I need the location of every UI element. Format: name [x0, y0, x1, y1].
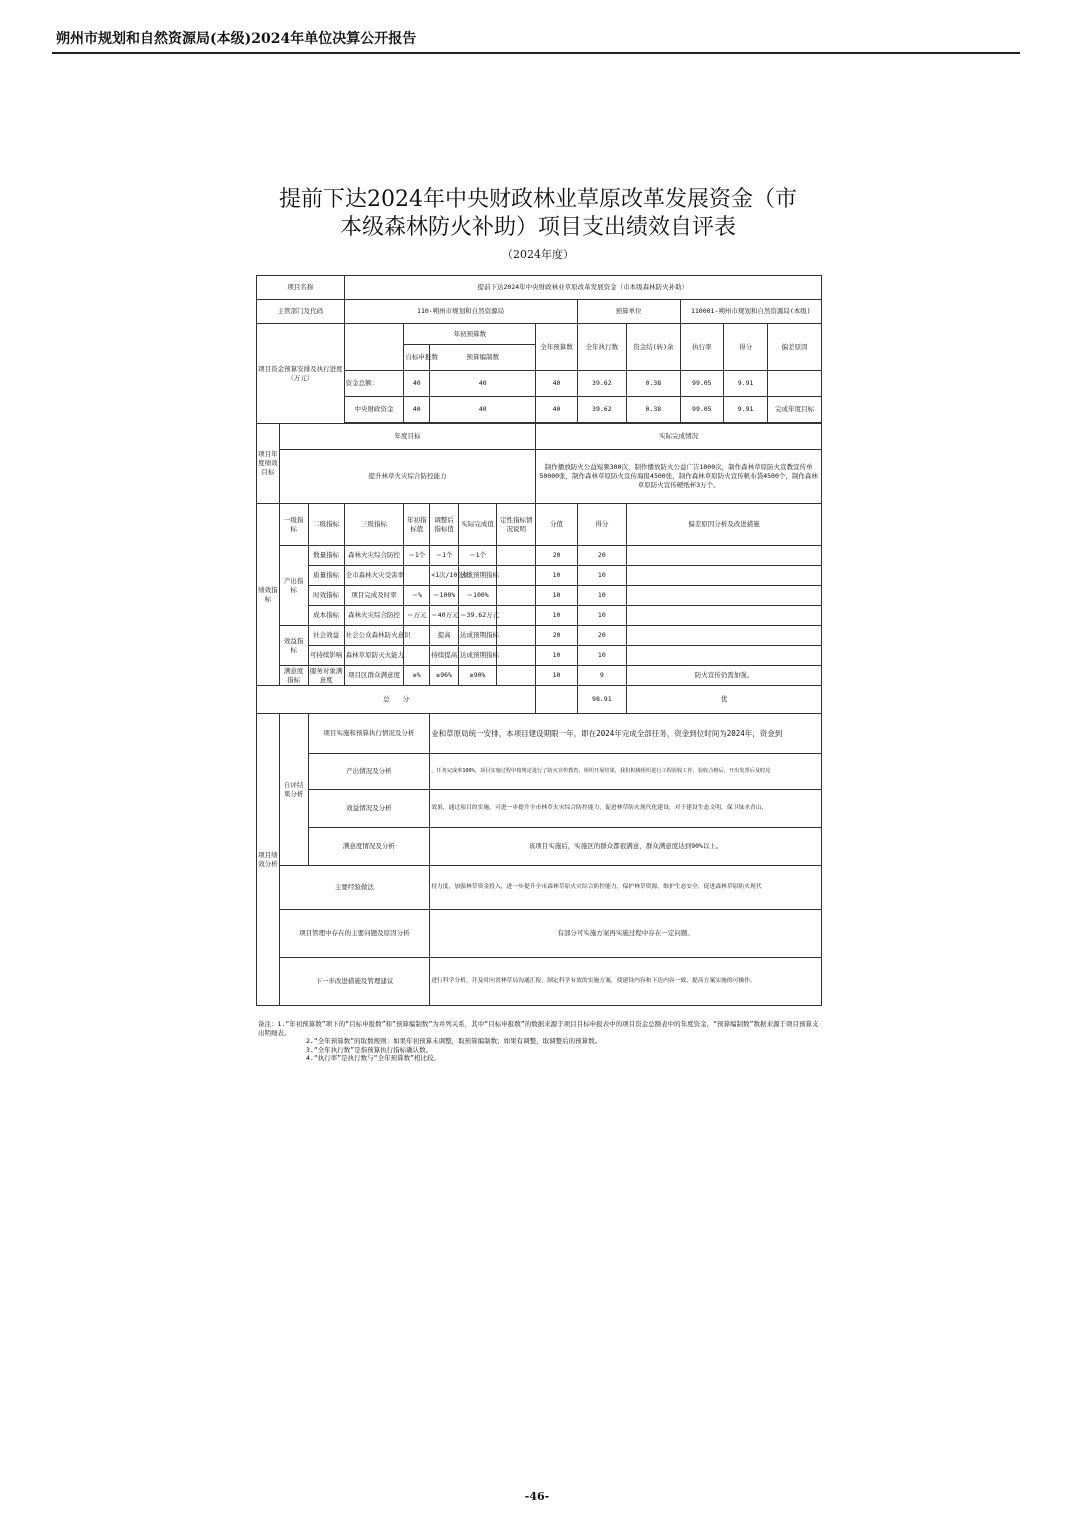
ind-score: 10: [577, 606, 626, 626]
row-goal-head: [257, 424, 822, 450]
ind-note: [497, 566, 536, 586]
experience-label: 主要经验做法: [279, 866, 430, 910]
col-full: 全年预算数: [536, 324, 577, 371]
row-funds-head-1: [257, 324, 822, 345]
row-project-name: [257, 276, 822, 300]
ind-adjusted: <1次/10公顷: [430, 566, 459, 586]
funds-score: 9.91: [723, 397, 767, 423]
ind-analysis: 防火宣传仍需加强。: [627, 666, 822, 686]
ind-note: [497, 546, 536, 566]
ind-weight: 10: [536, 586, 577, 606]
total-label: 总 分: [257, 686, 536, 714]
row-next: [257, 958, 822, 1006]
funds-row-label: 资金总额：: [344, 371, 404, 397]
indicator-label: 绩效指标: [257, 504, 280, 686]
notes: [258, 1020, 822, 1063]
ind-h4: 年初指标值: [404, 504, 430, 546]
unit-label: 预算单位: [577, 300, 680, 324]
ind-h10: 偏差原因分析及改进措施: [627, 504, 822, 546]
goal-col-target: 年度目标: [279, 424, 536, 450]
cat-benefit: 效益指标: [279, 626, 308, 666]
funds-reason: 完成年度目标: [768, 397, 822, 423]
col-balance: 资金结(转)余: [627, 324, 681, 371]
form-year: （2024年度）: [502, 248, 574, 261]
total-blank: [536, 686, 577, 714]
row-problem: [257, 910, 822, 958]
col-rate: 执行率: [680, 324, 723, 371]
ind-note: [497, 626, 536, 646]
analysis-label: 项目绩效分析: [257, 714, 280, 1006]
ind-h6: 实际完成值: [459, 504, 497, 546]
ind-initial: [404, 566, 430, 586]
next-label: 下一步改进措施及管理建议: [279, 958, 430, 1006]
col-score: 得分: [723, 324, 767, 371]
col-reason: 偏差原因: [768, 324, 822, 371]
dept-label: 主管部门及代码: [257, 300, 345, 324]
ind-weight: 20: [536, 626, 577, 646]
ind-note: [497, 606, 536, 626]
unit-value: 110001-朔州市规划和自然资源局(本级): [680, 300, 821, 324]
cat-output: 产出指标: [279, 546, 308, 626]
ind-initial: [404, 646, 430, 666]
ind-weight: 10: [536, 606, 577, 626]
ind-note: [497, 666, 536, 686]
ind-score: 10: [577, 586, 626, 606]
ind-l3: 森林草原防灭火能力: [344, 646, 404, 666]
row-analysis-2: [257, 754, 822, 790]
ind-actual: ≥90%: [459, 666, 497, 686]
project-name: 提前下达2024年中央财政林业草原改革发展资金（市本级森林防火补助）: [344, 276, 821, 300]
row-goal: [257, 450, 822, 504]
ind-analysis: [627, 586, 822, 606]
col-initial: 年初预算数: [404, 324, 536, 345]
total-grade: 优: [627, 686, 822, 714]
ind-l2: 服务对象满意度: [309, 666, 343, 684]
indicator-row: [257, 666, 822, 686]
goal-label: 项目年度绩效目标: [257, 424, 280, 504]
funds-apply: 40: [404, 397, 430, 423]
ind-weight: 10: [536, 566, 577, 586]
ind-analysis: [627, 566, 822, 586]
total-score: 98.91: [577, 686, 626, 714]
funds-score: 9.91: [723, 371, 767, 397]
ind-l3: 全市森林火灾受害率: [344, 566, 404, 586]
funds-rate: 99.05: [680, 371, 723, 397]
ind-h9: 得分: [577, 504, 626, 546]
ind-initial: ＝万元: [404, 606, 430, 626]
ind-analysis: [627, 646, 822, 666]
ind-l3: 项目完成及时率: [344, 586, 404, 606]
ind-actual: 达成预期指标: [459, 566, 497, 586]
ind-score: 20: [577, 626, 626, 646]
row-analysis-3: [257, 790, 822, 828]
ind-note: [497, 646, 536, 666]
a3-text: 效果，通过项目的实施，可进一步提升全市林草火灾综合防控能力，促进林草防火现代化建设，对于建设生态文明，保卫绿水青山，: [430, 790, 822, 828]
funds-compile: 40: [430, 371, 536, 397]
ind-l2: 成本指标: [308, 606, 344, 626]
funds-exec: 39.62: [577, 397, 626, 423]
ind-analysis: [627, 626, 822, 646]
ind-weight: 10: [536, 646, 577, 666]
row-analysis-4: [257, 828, 822, 866]
self-label: 自评结果分析: [279, 714, 308, 866]
ind-l2: 可持续影响: [308, 646, 344, 666]
indicator-row: [257, 626, 822, 646]
ind-analysis: [627, 546, 822, 566]
a2-text: ，任务完成率100%，项目实施过程中按规定进行了防火宣传教育，组织开展结果，我们积极组织进行工程验收工作，验收合格后，开出发票后及时兑: [430, 754, 822, 790]
ind-actual: 达成预期指标: [459, 626, 497, 646]
ind-analysis: [627, 606, 822, 626]
ind-weight: 10: [536, 666, 577, 686]
a2-label: 产出情况及分析: [308, 754, 430, 790]
goal-target: 提升林草火灾综合防控能力: [279, 450, 536, 504]
dept-value: 110-朔州市规划和自然资源局: [344, 300, 577, 324]
ind-h2: 二级指标: [308, 504, 344, 546]
title-line-2: 本级森林防火补助）项目支出绩效自评表: [339, 215, 736, 240]
ind-score: 10: [577, 646, 626, 666]
a3-label: 效益情况及分析: [308, 790, 430, 828]
form-title: [200, 186, 876, 242]
experience-text: 持力度，加强林草资金投入，进一步提升全市森林草原火灾综合防控能力，保护林草资源，维护生态安全，促进森林草原防火现代: [430, 866, 822, 910]
funds-balance: 0.38: [627, 371, 681, 397]
funds-balance: 0.38: [627, 397, 681, 423]
indicator-row: [257, 566, 822, 586]
ind-initial: ＝%: [404, 586, 430, 606]
ind-l2: 社会效益: [308, 626, 344, 646]
ind-initial: ≥%: [404, 666, 430, 686]
problem-text: 有部分可实施方案再实施过程中存在一定问题。: [430, 910, 822, 958]
a1-label: 项目实施和预算执行情况及分析: [308, 714, 430, 754]
ind-h7: 定性指标情况说明: [497, 504, 536, 546]
funds-blank: [344, 324, 404, 371]
ind-initial: ＝1个: [404, 546, 430, 566]
problem-label: 项目管理中存在的主要问题及原因分析: [279, 910, 430, 958]
ind-actual: ＝1个: [459, 546, 497, 566]
title-line-1: 提前下达2024年中央财政林业草原改革发展资金（市: [279, 187, 797, 212]
ind-score: 20: [577, 546, 626, 566]
ind-adjusted: 持续提高: [430, 646, 459, 666]
funds-label: 项目资金预算安排及执行进度（万元）: [257, 324, 345, 424]
note-3: 3.“全年执行数”是指预算执行指标确认数。: [306, 1045, 433, 1054]
note-2: 2.“全年预算数”的取数规则：如果年初预算未调整，取预算编制数；如果有调整，取调整后的预算数。: [306, 1037, 602, 1045]
funds-rate: 99.05: [680, 397, 723, 423]
page-number: -46-: [524, 1490, 550, 1503]
funds-full: 40: [536, 397, 577, 423]
indicator-row: [257, 606, 822, 626]
ind-h1: 一级指标: [279, 504, 308, 546]
a4-label: 满意度情况及分析: [308, 828, 430, 866]
note-1: 备注：1.“年初预算数”项下的“目标申报数”和“预算编制数”为并列关系，其中“目标申报数”的数据来源于项目目标申报表中的项目资金总额表中的年度资金，“预算编制数”数据来源于项目预算支出明细表。: [258, 1020, 819, 1037]
ind-h3: 三级指标: [344, 504, 404, 546]
goal-col-actual: 实际完成情况: [536, 424, 822, 450]
ind-adjusted: ＝1个: [430, 546, 459, 566]
cat-satisfaction: 满意度指标: [279, 666, 308, 686]
header-rule: [52, 52, 1020, 54]
ind-adjusted: ＝100%: [430, 586, 459, 606]
ind-actual: ＝39.62万元: [459, 606, 497, 626]
indicator-row: [257, 546, 822, 566]
ind-h8: 分值: [536, 504, 577, 546]
note-4: 4.“执行率”是执行数与“全年预算数”相比较。: [306, 1054, 440, 1062]
ind-note: [497, 586, 536, 606]
ind-l3: 社会公众森林防火意识: [344, 626, 404, 646]
ind-weight: 20: [536, 546, 577, 566]
indicator-row: [257, 646, 822, 666]
row-experience: [257, 866, 822, 910]
col-apply: 自标申报数: [404, 345, 430, 371]
row-department: [257, 300, 822, 324]
next-text: 进行科学分析，并及时向省林草局沟通汇报，制定科学有效的实施方案，使建设内容和下达内容一致，提高方案实施的可操作。: [430, 958, 822, 1006]
a4-text: 该项目实施后，实施区的群众都很满意，群众满意度达到90%以上。: [430, 828, 822, 866]
ind-adjusted: 提高: [430, 626, 459, 646]
funds-row-label: 中央财政资金: [344, 397, 404, 423]
col-exec: 全年执行数: [577, 324, 626, 371]
ind-h5: 调整后指标值: [430, 504, 459, 546]
ind-adjusted: ＝40万元: [430, 606, 459, 626]
row-indicator-head: [257, 504, 822, 546]
a1-text: 业和草原局统一安排，本项目建设期限一年，即在2024年完成全部任务，资金到位时间为2024年，资金到: [430, 714, 822, 754]
ind-l3: 项目区群众满意度: [344, 666, 404, 686]
ind-l3: 森林火灾综合防控: [344, 606, 404, 626]
funds-apply: 40: [404, 371, 430, 397]
ind-actual: 达成预期指标: [459, 646, 497, 666]
ind-adjusted: ≥96%: [430, 666, 459, 686]
ind-l2: 质量指标: [308, 566, 344, 586]
ind-l3: 森林火灾综合防控: [344, 546, 404, 566]
row-total: [257, 686, 822, 714]
ind-actual: ＝100%: [459, 586, 497, 606]
ind-score: 9: [577, 666, 626, 686]
col-compile: 预算编制数: [430, 345, 536, 371]
row-analysis-1: [257, 714, 822, 754]
ind-score: 10: [577, 566, 626, 586]
ind-l2: 时效指标: [308, 586, 344, 606]
project-name-label: 项目名称: [257, 276, 345, 300]
funds-exec: 39.62: [577, 371, 626, 397]
ind-l2: 数量指标: [308, 546, 344, 566]
funds-compile: 40: [430, 397, 536, 423]
evaluation-table: [256, 275, 822, 1006]
indicator-row: [257, 586, 822, 606]
funds-full: 40: [536, 371, 577, 397]
goal-actual: 制作播放防火公益短频300次，制作播放防火公益广告1000次，制作森林草原防火宣教宣传单50000张，制作森林草原防火宣传海报4500张，制作森林草原防火宣传帆布袋4500个，制作森林草原防火宣传硬纸杯3万个。: [536, 450, 822, 504]
report-header: 朔州市规划和自然资源局(本级)2024年单位决算公开报告: [56, 31, 417, 47]
funds-reason: [768, 371, 822, 397]
